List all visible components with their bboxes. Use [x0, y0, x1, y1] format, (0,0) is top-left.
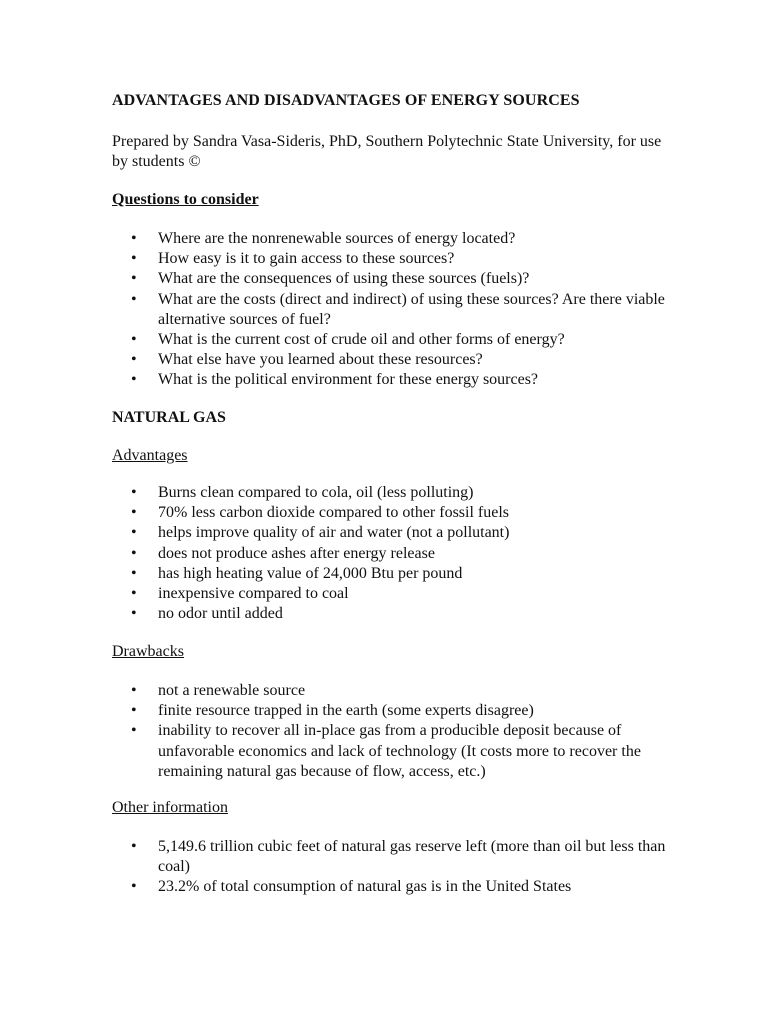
bullet-icon: • — [131, 351, 137, 369]
list-item — [112, 701, 672, 721]
list-item — [112, 330, 672, 350]
list-item-text: What is the current cost of crude oil and other forms of energy? — [158, 331, 565, 349]
advantages-list — [112, 483, 672, 624]
bullet-icon: • — [131, 270, 137, 288]
list-item — [112, 290, 672, 330]
list-item — [112, 350, 672, 370]
list-item-text: What are the consequences of using these sources (fuels)? — [158, 270, 530, 288]
author-credit: Prepared by Sandra Vasa-Sideris, PhD, Southern Polytechnic State University, for use by students © — [112, 133, 662, 170]
bullet-icon: • — [131, 544, 137, 562]
other-information-list — [112, 837, 672, 898]
bullet-icon: • — [131, 484, 137, 501]
drawbacks-list — [112, 681, 672, 782]
bullet-icon: • — [131, 504, 137, 522]
drawbacks-heading: Drawbacks — [112, 643, 184, 660]
list-item — [112, 269, 672, 289]
list-item — [112, 544, 672, 564]
bullet-icon: • — [131, 564, 137, 582]
list-item — [112, 584, 672, 604]
list-item-text: inexpensive compared to coal — [158, 585, 349, 603]
bullet-icon: • — [131, 722, 137, 740]
list-item — [112, 721, 672, 782]
list-item-text: What are the costs (direct and indirect) of using these sources? Are there viable alternative sources of fuel? — [158, 290, 665, 328]
list-item-text: not a renewable source — [158, 682, 306, 699]
bullet-icon: • — [131, 605, 137, 623]
other-information-heading: Other information — [112, 799, 228, 816]
bullet-icon: • — [131, 702, 137, 720]
bullet-icon: • — [131, 524, 137, 542]
list-item — [112, 877, 672, 897]
bullet-icon: • — [131, 371, 137, 389]
list-item-text: no odor until added — [158, 605, 283, 623]
bullet-icon: • — [131, 290, 137, 308]
list-item-text: How easy is it to gain access to these sources? — [158, 250, 455, 268]
list-item-text: Where are the nonrenewable sources of energy located? — [158, 230, 516, 247]
list-item-text: 5,149.6 trillion cubic feet of natural gas reserve left (more than oil but less than coal) — [158, 838, 666, 876]
bullet-icon: • — [131, 230, 137, 247]
list-item — [112, 604, 672, 624]
questions-heading: Questions to consider — [112, 191, 259, 208]
list-item — [112, 564, 672, 584]
natural-gas-heading: NATURAL GAS — [112, 409, 226, 426]
questions-list — [112, 229, 672, 391]
list-item-text: Burns clean compared to cola, oil (less polluting) — [158, 484, 474, 501]
list-item-text: What is the political environment for these energy sources? — [158, 371, 539, 389]
list-item-text: helps improve quality of air and water (not a pollutant) — [158, 524, 510, 542]
list-item — [112, 523, 672, 543]
list-item — [112, 837, 672, 877]
list-item-text: finite resource trapped in the earth (some experts disagree) — [158, 702, 534, 720]
list-item — [112, 503, 672, 523]
bullet-icon: • — [131, 585, 137, 603]
document-title: ADVANTAGES AND DISADVANTAGES OF ENERGY SOURCES — [112, 92, 580, 109]
list-item — [112, 370, 672, 390]
bullet-icon: • — [131, 838, 137, 855]
list-item-text: What else have you learned about these resources? — [158, 351, 483, 369]
bullet-icon: • — [131, 331, 137, 349]
list-item-text: inability to recover all in-place gas from a producible deposit because of unfavorable economics and lack of technology (It costs more to recover the remaining natural gas because of flow, access, etc.) — [158, 722, 641, 780]
list-item — [112, 249, 672, 269]
list-item — [112, 229, 672, 249]
bullet-icon: • — [131, 682, 137, 699]
list-item-text: 23.2% of total consumption of natural gas is in the United States — [158, 878, 572, 896]
list-item — [112, 681, 672, 701]
bullet-icon: • — [131, 250, 137, 268]
advantages-heading: Advantages — [112, 447, 188, 464]
list-item-text: does not produce ashes after energy release — [158, 544, 435, 562]
list-item-text: 70% less carbon dioxide compared to other fossil fuels — [158, 504, 510, 522]
list-item-text: has high heating value of 24,000 Btu per pound — [158, 564, 463, 582]
list-item — [112, 483, 672, 503]
bullet-icon: • — [131, 878, 137, 896]
